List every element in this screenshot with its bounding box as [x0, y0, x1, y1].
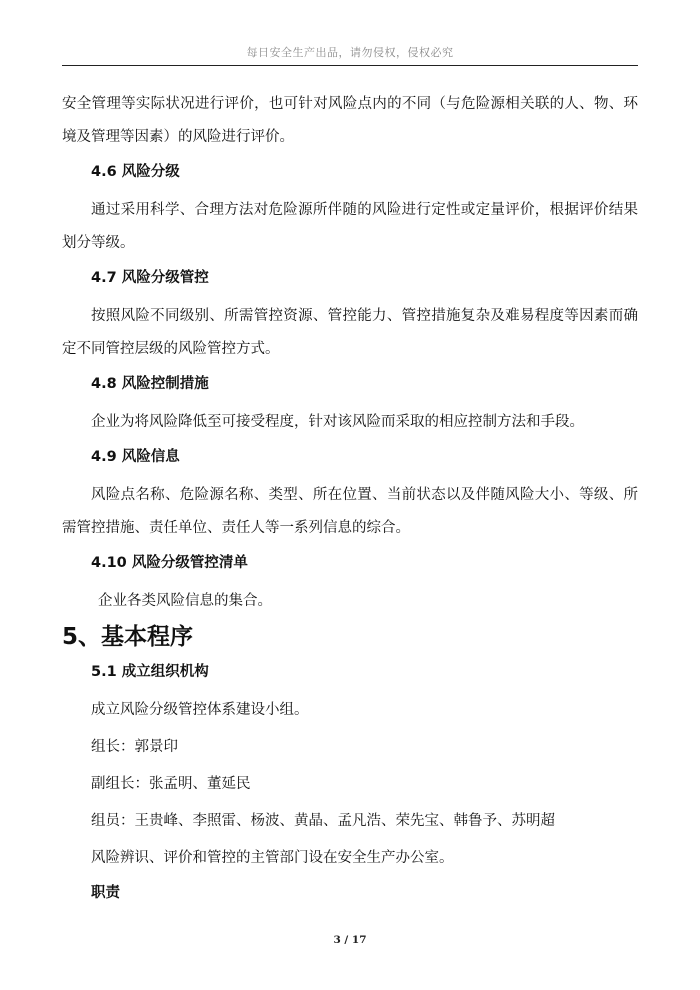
- heading-4-10: 4.10 风险分级管控清单: [91, 555, 248, 571]
- page-number: 3 / 17: [333, 934, 367, 946]
- heading-5: 5、基本程序: [62, 624, 194, 650]
- paragraph-4-6: 通过采用科学、合理方法对危险源所伴随的风险进行定性或定量评价，根据评价结果划分等级。: [62, 202, 638, 251]
- paragraph-4-8: 企业为将风险降低至可接受程度，针对该风险而采取的相应控制方法和手段。: [91, 414, 584, 430]
- heading-4-9: 4.9 风险信息: [91, 449, 180, 465]
- paragraph-5-1-leader: 组长：郭景印: [91, 739, 178, 755]
- paragraph-4-7: 按照风险不同级别、所需管控资源、管控能力、管控措施复杂及难易程度等因素而确定不同管控层级的风险管控方式。: [62, 308, 638, 357]
- heading-5-1: 5.1 成立组织机构: [91, 664, 209, 680]
- heading-4-7: 4.7 风险分级管控: [91, 270, 209, 286]
- paragraph-5-1-group: 成立风险分级管控体系建设小组。: [91, 702, 309, 718]
- header-divider: [62, 65, 638, 66]
- heading-4-8: 4.8 风险控制措施: [91, 376, 209, 392]
- heading-duty: 职责: [91, 885, 120, 901]
- paragraph-5-1-members: 组员：王贵峰、李照雷、杨波、黄晶、孟凡浩、荣先宝、韩鲁予、苏明超: [91, 813, 555, 829]
- paragraph-5-1-deputy: 副组长：张孟明、董延民: [91, 776, 251, 792]
- heading-4-6: 4.6 风险分级: [91, 164, 180, 180]
- paragraph-continuation: 安全管理等实际状况进行评价，也可针对风险点内的不同（与危险源相关联的人、物、环境及管理等因素）的风险进行评价。: [62, 96, 638, 145]
- paragraph-4-10: 企业各类风险信息的集合。: [98, 593, 272, 609]
- paragraph-5-1-department: 风险辨识、评价和管控的主管部门设在安全生产办公室。: [91, 850, 454, 866]
- document-body: [62, 88, 638, 915]
- page-header-watermark: 每日安全生产出品，请勿侵权，侵权必究: [246, 46, 454, 59]
- paragraph-4-9: 风险点名称、危险源名称、类型、所在位置、当前状态以及伴随风险大小、等级、所需管控措施、责任单位、责任人等一系列信息的综合。: [62, 487, 638, 536]
